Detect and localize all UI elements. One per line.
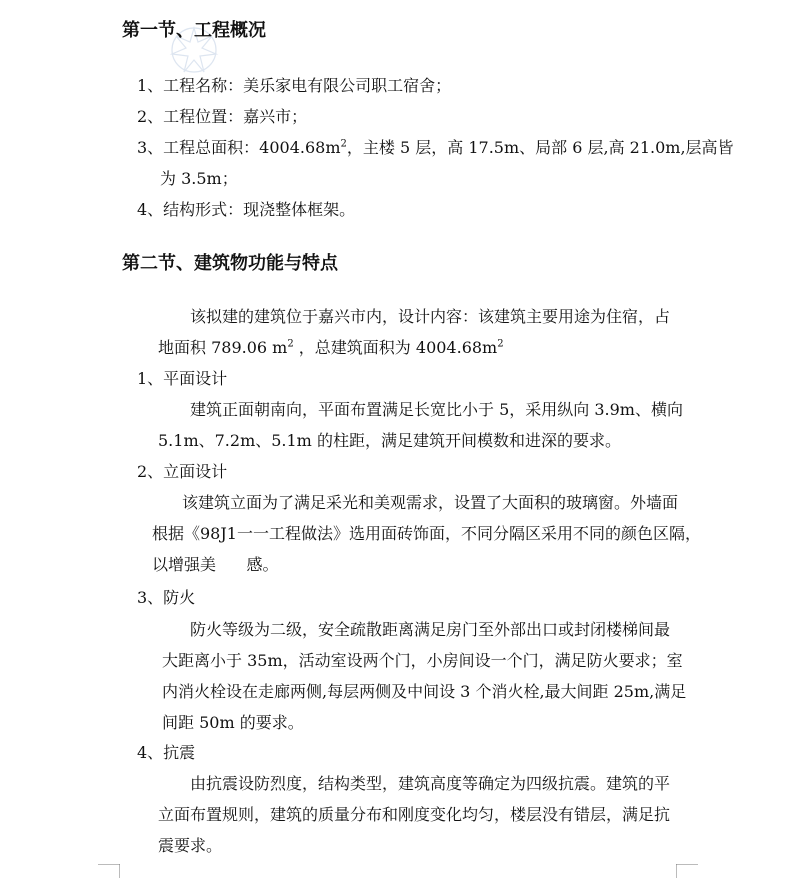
plan-line: 5.1m、7.2m、5.1m 的柱距，满足建筑开间模数和进深的要求。	[158, 431, 621, 450]
elevation-line: 根据《98J1一一工程做法》选用面砖饰面，不同分隔区采用不同的颜色区隔，	[152, 524, 701, 543]
plan-line: 建筑正面朝南向，平面布置满足长宽比小于 5，采用纵向 3.9m、横向	[190, 400, 683, 419]
fire-line: 内消火栓设在走廊两侧,每层两侧及中间设 3 个消火栓,最大间距 25m,满足	[162, 682, 687, 701]
elevation-line: 以增强美 感。	[152, 555, 279, 574]
subsection-elevation-title: 2、立面设计	[137, 462, 228, 481]
fire-line: 大距离小于 35m，活动室设两个门，小房间设一个门，满足防火要求；室	[162, 651, 683, 670]
intro-line-2: 地面积 789.06 $m^2$ ，总建筑面积为 $4004.68m^2$	[158, 338, 504, 357]
fire-line: 间距 50m 的要求。	[162, 713, 304, 732]
overview-item-structure: 4、结构形式：现浇整体框架。	[137, 200, 356, 219]
subsection-seismic-title: 4、抗震	[137, 743, 196, 762]
fire-line: 防火等级为二级，安全疏散距离满足房门至外部出口或封闭楼梯间最	[190, 620, 671, 639]
overview-item-area: 3、工程总面积：$4004.68m^2$，主楼 5 层，高 17.5m、局部 6 层,高 21.0m,层高皆	[137, 138, 734, 157]
section1-heading: 第一节、工程概况	[122, 20, 266, 41]
seismic-line: 震要求。	[158, 836, 223, 855]
seismic-line: 由抗震设防烈度，结构类型，建筑高度等确定为四级抗震。建筑的平	[190, 774, 671, 793]
seismic-line: 立面布置规则，建筑的质量分布和刚度变化均匀，楼层没有错层，满足抗	[158, 805, 671, 824]
subsection-plan-title: 1、平面设计	[137, 369, 228, 388]
overview-item-area-cont: 为 3.5m；	[160, 169, 238, 188]
overview-item-name: 1、工程名称：美乐家电有限公司职工宿舍；	[137, 76, 452, 95]
corner-mark-right	[676, 864, 698, 878]
section2-heading: 第二节、建筑物功能与特点	[122, 253, 338, 274]
elevation-line: 该建筑立面为了满足采光和美观需求，设置了大面积的玻璃窗。外墙面	[182, 493, 679, 512]
intro-line-1: 该拟建的建筑位于嘉兴市内，设计内容：该建筑主要用途为住宿，占	[190, 307, 671, 326]
overview-item-location: 2、工程位置：嘉兴市；	[137, 107, 308, 126]
subsection-fire-title: 3、防火	[137, 588, 196, 607]
corner-mark-left	[98, 864, 120, 878]
